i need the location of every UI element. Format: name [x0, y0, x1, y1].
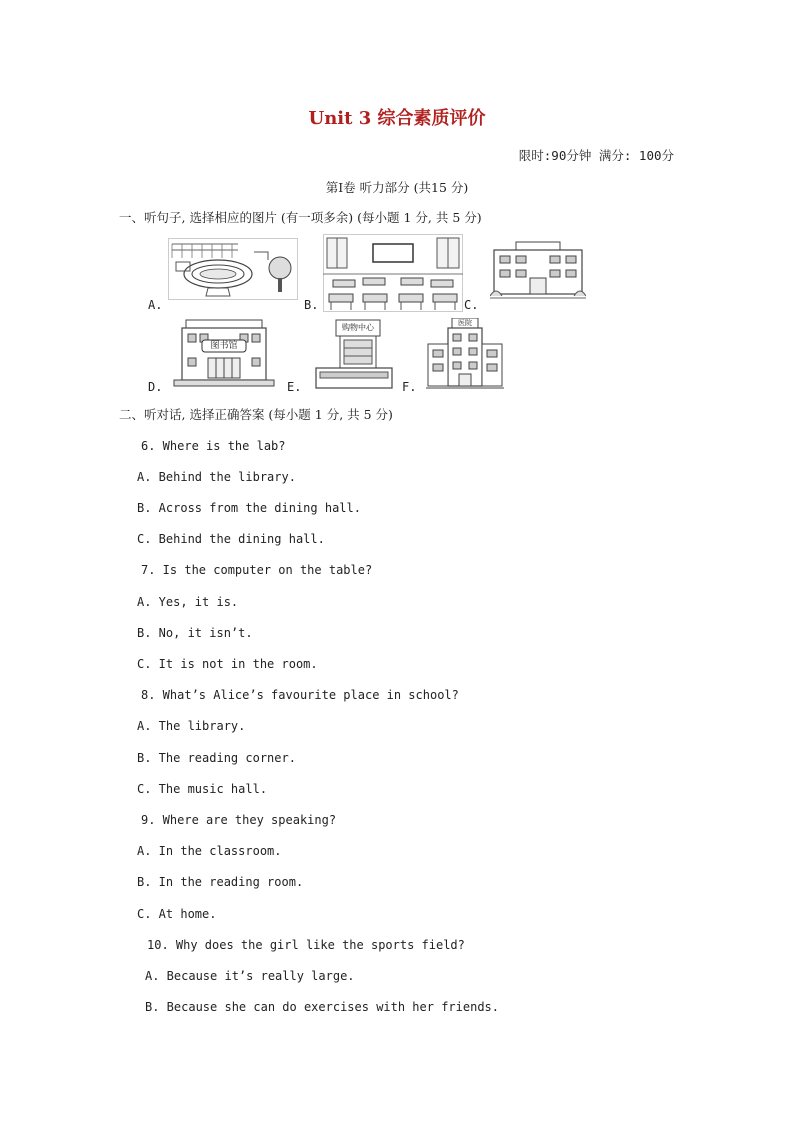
question-9-option-c: C. At home. [137, 907, 217, 921]
question-7: 7. Is the computer on the table? [141, 563, 373, 577]
question-7-option-b: B. No, it isn’t. [137, 626, 253, 640]
question-9: 9. Where are they speaking? [141, 813, 337, 827]
picture-library [172, 318, 276, 388]
option-label-a: A. [148, 298, 163, 312]
hospital-sign: 医院 [458, 319, 472, 327]
question-6-option-c: C. Behind the dining hall. [137, 532, 325, 546]
library-sign: 图书馆 [210, 341, 238, 351]
part-heading: 第Ⅰ卷 听力部分 (共15 分) [325, 180, 469, 195]
question-6-option-b: B. Across from the dining hall. [137, 501, 361, 515]
question-10-option-a: A. Because it’s really large. [145, 969, 355, 983]
option-label-d: D. [148, 380, 163, 394]
question-9-option-a: A. In the classroom. [137, 844, 282, 858]
question-9-option-b: B. In the reading room. [137, 875, 304, 889]
picture-sports-field [168, 238, 298, 300]
option-label-c: C. [464, 298, 479, 312]
time-score-info: 限时:90分钟 满分: 100分 [518, 148, 674, 163]
mall-sign: 购物中心 [342, 323, 374, 332]
section1-heading: 一、听句子, 选择相应的图片 (有一项多余) (每小题 1 分, 共 5 分) [119, 210, 482, 225]
question-8: 8. What’s Alice’s favourite place in school? [141, 688, 459, 702]
question-10-option-b: B. Because she can do exercises with her friends. [145, 1000, 500, 1014]
option-label-b: B. [304, 298, 319, 312]
section2-heading: 二、听对话, 选择正确答案 (每小题 1 分, 共 5 分) [119, 407, 393, 422]
question-7-option-c: C. It is not in the room. [137, 657, 318, 671]
option-label-f: F. [402, 380, 417, 394]
picture-hospital [426, 318, 504, 390]
question-8-option-a: A. The library. [137, 719, 246, 733]
question-10: 10. Why does the girl like the sports field? [147, 938, 465, 952]
question-6-option-a: A. Behind the library. [137, 470, 296, 484]
picture-school-building [490, 240, 586, 300]
page-title: Unit 3 综合素质评价 [308, 108, 486, 129]
picture-classroom [323, 234, 463, 312]
question-8-option-c: C. The music hall. [137, 782, 268, 796]
question-6: 6. Where is the lab? [141, 439, 286, 453]
option-label-e: E. [287, 380, 302, 394]
question-7-option-a: A. Yes, it is. [137, 595, 239, 609]
picture-shopping-mall [314, 318, 394, 390]
question-8-option-b: B. The reading corner. [137, 751, 296, 765]
